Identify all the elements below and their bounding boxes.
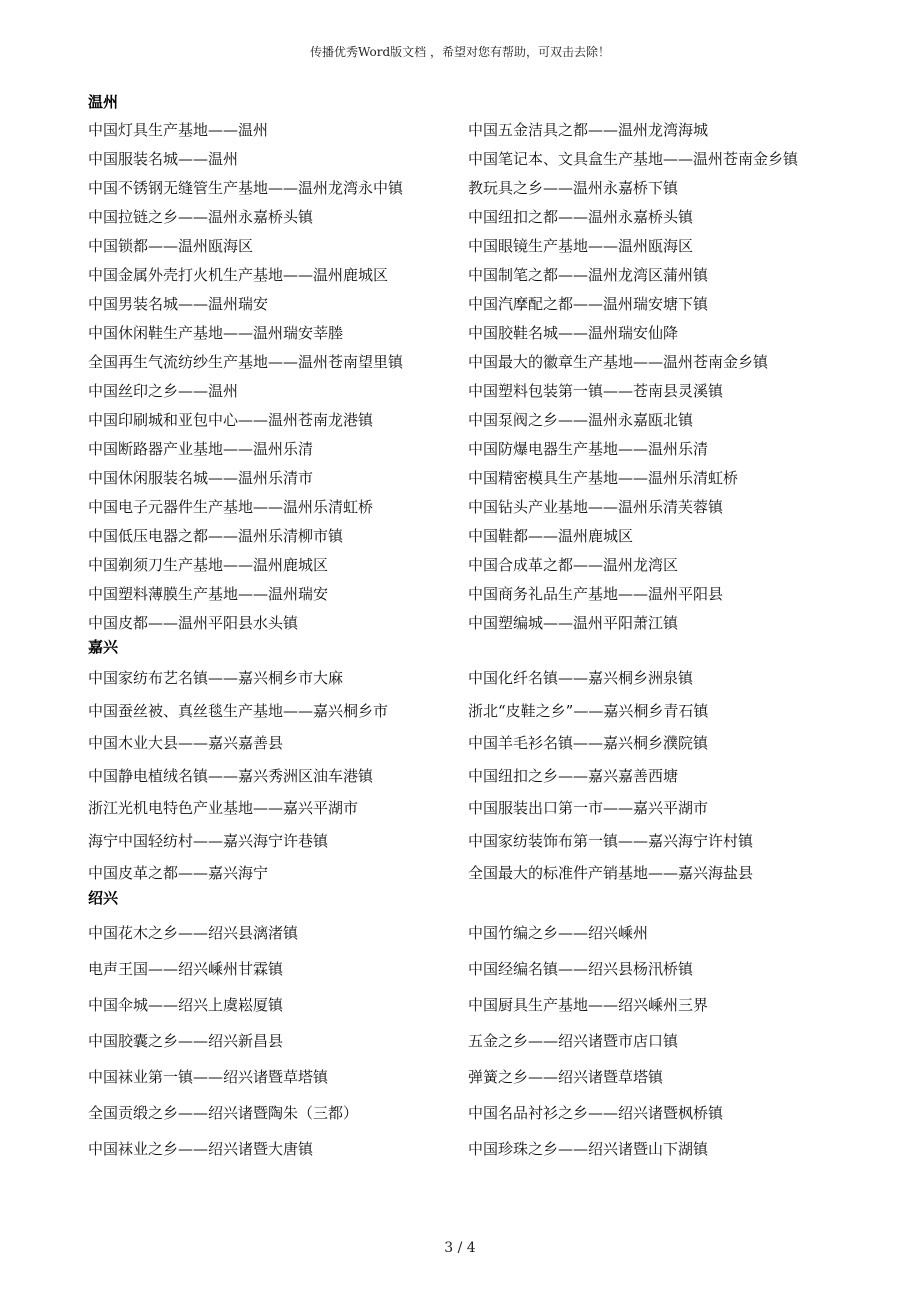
list-row [88, 915, 848, 951]
list-item-left: 中国电子元器件生产基地——温州乐清虹桥 [88, 498, 374, 516]
list-row [88, 1095, 848, 1131]
list-row [88, 261, 848, 290]
list-item-left: 中国皮都——温州平阳县水头镇 [88, 614, 299, 632]
list-item-right: 中国防爆电器生产基地——温州乐清 [468, 440, 709, 458]
list-item-left: 全国贡缎之乡——绍兴诸暨陶朱（三都） [88, 1104, 359, 1122]
list-row [88, 609, 848, 638]
section-grid-shaoxing [88, 915, 848, 1167]
list-item-right: 中国笔记本、文具盒生产基地——温州苍南金乡镇 [468, 150, 799, 168]
list-row [88, 792, 848, 825]
list-item-left: 中国锁都——温州瓯海区 [88, 237, 254, 255]
list-item-right: 中国塑料包装第一镇——苍南县灵溪镇 [468, 382, 724, 400]
list-row [88, 116, 848, 145]
list-item-left: 电声王国——绍兴嵊州甘霖镇 [88, 960, 284, 978]
list-item-right: 中国经编名镇——绍兴县杨汛桥镇 [468, 960, 694, 978]
page-header: 传播优秀Word版文档 ，希望对您有帮助，可双击去除！ [310, 45, 610, 59]
list-item-left: 中国静电植绒名镇——嘉兴秀洲区油车港镇 [88, 766, 374, 785]
list-item-right: 中国纽扣之乡——嘉兴嘉善西塘 [468, 766, 679, 785]
list-item-right: 中国钻头产业基地——温州乐清芙蓉镇 [468, 498, 724, 516]
list-row [88, 987, 848, 1023]
list-item-right: 五金之乡——绍兴诸暨市店口镇 [468, 1032, 679, 1050]
list-item-right: 弹簧之乡——绍兴诸暨草塔镇 [468, 1068, 664, 1086]
list-item-right: 中国商务礼品生产基地——温州平阳县 [468, 585, 724, 603]
list-item-right: 中国泵阀之乡——温州永嘉瓯北镇 [468, 411, 694, 429]
section-title-shaoxing: 绍兴 [88, 889, 119, 907]
list-item-right: 中国汽摩配之都——温州瑞安塘下镇 [468, 295, 709, 313]
list-item-left: 中国胶囊之乡——绍兴新昌县 [88, 1032, 284, 1050]
list-row [88, 1131, 848, 1167]
list-row [88, 1059, 848, 1095]
list-item-left: 中国伞城——绍兴上虞崧厦镇 [88, 996, 284, 1014]
list-item-right: 中国五金洁具之都——温州龙湾海城 [468, 121, 709, 139]
list-row [88, 174, 848, 203]
list-item-left: 中国袜业第一镇——绍兴诸暨草塔镇 [88, 1068, 329, 1086]
list-item-right: 中国胶鞋名城——温州瑞安仙降 [468, 324, 679, 342]
list-item-right: 中国塑编城——温州平阳萧江镇 [468, 614, 679, 632]
list-item-right: 中国纽扣之都——温州永嘉桥头镇 [468, 208, 694, 226]
list-item-left: 中国低压电器之都——温州乐清柳市镇 [88, 527, 344, 545]
list-item-right: 中国化纤名镇——嘉兴桐乡洲泉镇 [468, 669, 694, 687]
list-row [88, 232, 848, 261]
list-item-left: 中国拉链之乡——温州永嘉桥头镇 [88, 208, 314, 226]
list-item-right: 中国合成革之都——温州龙湾区 [468, 556, 679, 574]
list-item-right: 中国鞋都——温州鹿城区 [468, 527, 634, 545]
section-grid-jiaxing [88, 662, 848, 890]
list-item-right: 全国最大的标准件产销基地——嘉兴海盐县 [468, 864, 754, 882]
list-item-left: 中国皮革之都——嘉兴海宁 [88, 864, 269, 882]
list-item-left: 中国金属外壳打火机生产基地——温州鹿城区 [88, 266, 389, 284]
list-item-left: 浙江光机电特色产业基地——嘉兴平湖市 [88, 799, 359, 817]
list-item-right: 中国羊毛衫名镇——嘉兴桐乡濮院镇 [468, 734, 709, 752]
list-item-left: 中国家纺布艺名镇——嘉兴桐乡市大麻 [88, 669, 344, 687]
list-row [88, 435, 848, 464]
list-item-right: 中国名品衬衫之乡——绍兴诸暨枫桥镇 [468, 1104, 724, 1122]
list-item-right: 中国眼镜生产基地——温州瓯海区 [468, 237, 694, 255]
list-item-right: 中国竹编之乡——绍兴嵊州 [468, 924, 649, 942]
list-item-left: 中国花木之乡——绍兴县漓渚镇 [88, 924, 299, 942]
list-item-left: 中国印刷城和亚包中心——温州苍南龙港镇 [88, 411, 374, 429]
list-item-right: 中国珍珠之乡——绍兴诸暨山下湖镇 [468, 1140, 709, 1158]
list-row [88, 951, 848, 987]
list-row [88, 377, 848, 406]
list-row [88, 493, 848, 522]
list-row [88, 580, 848, 609]
list-row [88, 290, 848, 319]
list-item-left: 中国男装名城——温州瑞安 [88, 295, 269, 313]
list-item-right: 中国最大的徽章生产基地——温州苍南金乡镇 [468, 353, 769, 371]
list-item-right: 教玩具之乡——温州永嘉桥下镇 [468, 179, 679, 197]
list-item-left: 中国断路器产业基地——温州乐清 [88, 440, 314, 458]
list-row [88, 145, 848, 174]
list-item-right: 浙北“皮鞋之乡”——嘉兴桐乡青石镇 [468, 701, 709, 720]
list-row [88, 551, 848, 580]
list-item-right: 中国厨具生产基地——绍兴嵊州三界 [468, 996, 709, 1014]
list-item-left: 中国休闲服装名城——温州乐清市 [88, 469, 314, 487]
list-item-left: 中国木业大县——嘉兴嘉善县 [88, 734, 284, 752]
list-row [88, 760, 848, 793]
list-item-left: 中国丝印之乡——温州 [88, 382, 239, 400]
list-row [88, 857, 848, 890]
list-row [88, 662, 848, 695]
list-item-left: 中国不锈钢无缝管生产基地——温州龙湾永中镇 [88, 179, 404, 197]
section-title-wenzhou: 温州 [88, 93, 119, 111]
list-item-left: 海宁中国轻纺村——嘉兴海宁许巷镇 [88, 831, 329, 850]
list-row [88, 203, 848, 232]
list-row [88, 1023, 848, 1059]
list-item-left: 中国塑料薄膜生产基地——温州瑞安 [88, 585, 329, 603]
page-number: 3 / 4 [444, 1240, 476, 1256]
list-row [88, 825, 848, 858]
list-item-left: 中国休闲鞋生产基地——温州瑞安莘塍 [88, 324, 344, 342]
section-grid-wenzhou [88, 116, 848, 638]
list-item-left: 中国蚕丝被、真丝毯生产基地——嘉兴桐乡市 [88, 701, 389, 720]
list-item-right: 中国家纺装饰布第一镇——嘉兴海宁许村镇 [468, 831, 754, 850]
list-row [88, 348, 848, 377]
list-item-left: 中国灯具生产基地——温州 [88, 121, 269, 139]
list-item-right: 中国精密模具生产基地——温州乐清虹桥 [468, 469, 739, 487]
list-item-left: 中国袜业之乡——绍兴诸暨大唐镇 [88, 1140, 314, 1158]
list-item-left: 中国剃须刀生产基地——温州鹿城区 [88, 556, 329, 574]
section-title-jiaxing: 嘉兴 [88, 638, 119, 656]
list-item-right: 中国服装出口第一市——嘉兴平湖市 [468, 799, 709, 817]
list-item-left: 全国再生气流纺纱生产基地——温州苍南望里镇 [88, 353, 404, 371]
list-item-left: 中国服装名城——温州 [88, 150, 239, 168]
list-item-right: 中国制笔之都——温州龙湾区蒲州镇 [468, 266, 709, 284]
list-row [88, 319, 848, 348]
list-row [88, 464, 848, 493]
list-row [88, 406, 848, 435]
list-row [88, 522, 848, 551]
list-row [88, 727, 848, 760]
list-row [88, 695, 848, 728]
